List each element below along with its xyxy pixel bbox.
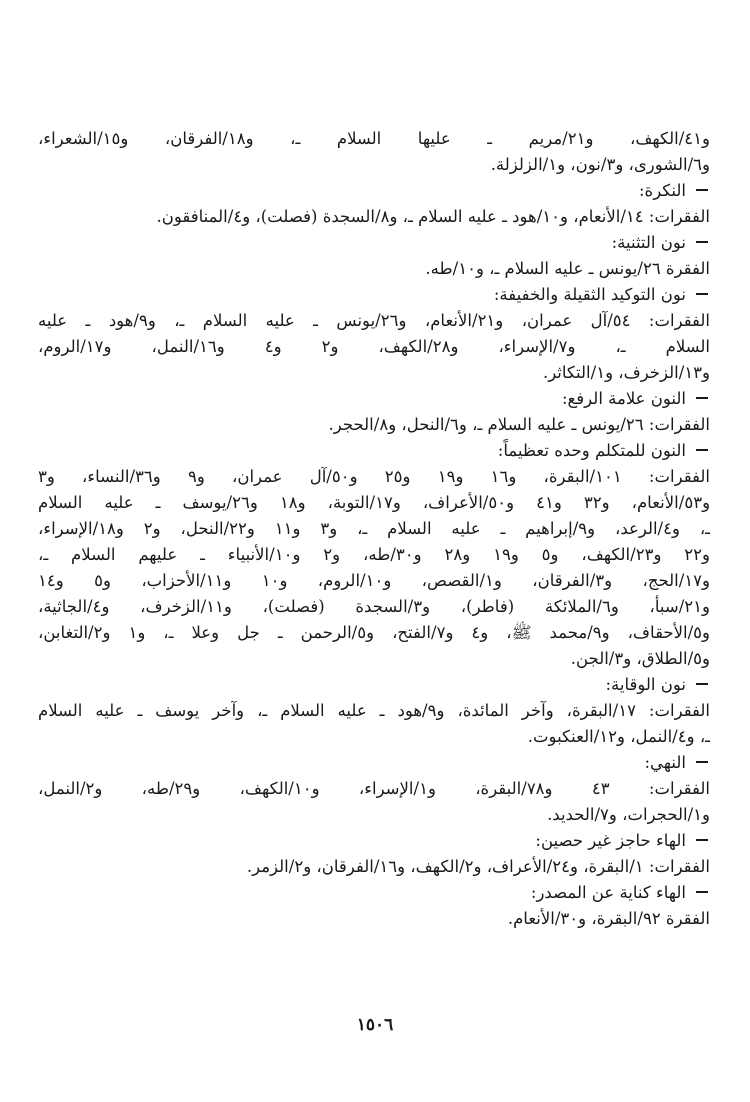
body-line: و٢١/سبأ، و٦/الملائكة (فاطر)، و٣/السجدة (فصلت)، و١١/الزخرف، و٤/الجاثية، xyxy=(38,597,710,616)
entry-heading xyxy=(38,828,710,854)
entry-heading-text: نون التثنية: xyxy=(611,233,686,252)
entry-heading xyxy=(38,230,710,256)
body-line: الفقرة ٩٢/البقرة، و٣٠/الأنعام. xyxy=(507,909,710,928)
dash-bullet-icon xyxy=(696,189,708,191)
entry-heading-text: الهاء حاجز غير حصين: xyxy=(535,831,686,850)
entry-heading xyxy=(38,386,710,412)
body-line: و٥٣/الأنعام، و٣٢ و٤١ و٥٠/الأعراف، و١٧/التوبة، و١٨ و٢٦/يوسف ـ عليه السلام xyxy=(38,493,711,512)
dash-bullet-icon xyxy=(696,891,708,893)
dash-bullet-icon xyxy=(696,761,708,763)
index-entry xyxy=(38,230,710,282)
index-entry xyxy=(38,178,710,230)
entry-heading xyxy=(38,282,710,308)
body-line: الفقرة ٢٦/يونس ـ عليه السلام ـ، و١٠/طه. xyxy=(425,259,710,278)
body-line: و١٣/الزخرف، و١/التكاثر. xyxy=(542,363,710,382)
body-line: الفقرات: ١/البقرة، و٢٤/الأعراف، و٢/الكهف، و١٦/الفرقان، و٢/الزمر. xyxy=(246,857,710,876)
body-line: و٤١/الكهف، و٢١/مريم ـ عليها السلام ـ، و١٨/الفرقان، و١٥/الشعراء، xyxy=(38,129,710,148)
entry-heading xyxy=(38,438,710,464)
entry-heading xyxy=(38,672,710,698)
entry-heading-text: النون للمتكلم وحده تعظيماً: xyxy=(497,441,686,460)
body-line: الفقرات: ١٤/الأنعام، و١٠/هود ـ عليه السلام ـ، و٨/السجدة (فصلت)، و٤/المنافقون. xyxy=(156,207,710,226)
entry-heading-text: نون التوكيد الثقيلة والخفيفة: xyxy=(493,285,686,304)
body-line: السلام ـ، و٧/الإسراء، و٢٨/الكهف، و٢ و٤ و١٦/النمل، و١٧/الروم، xyxy=(38,337,710,356)
body-line: و١/الحجرات، و٧/الحديد. xyxy=(547,805,710,824)
page-number: ١٥٠٦ xyxy=(356,1015,394,1035)
entry-heading-text: النهي: xyxy=(644,753,686,772)
body-line: و٥/الأحقاف، و٩/محمد ﷺ، و٤ و٧/الفتح، و٥/الرحمن ـ جل وعلا ـ، و١ و٢/التغابن، xyxy=(38,623,711,642)
dash-bullet-icon xyxy=(696,449,708,451)
entry-heading-text: نون الوقاية: xyxy=(605,675,686,694)
entry-heading xyxy=(38,750,710,776)
dash-bullet-icon xyxy=(696,839,708,841)
index-entry xyxy=(38,828,710,880)
entry-heading xyxy=(38,178,710,204)
index-entry xyxy=(38,672,710,750)
entry-heading xyxy=(38,880,710,906)
entry-heading-text: النكرة: xyxy=(638,181,686,200)
index-page-content xyxy=(38,126,710,932)
dash-bullet-icon xyxy=(696,683,708,685)
dash-bullet-icon xyxy=(696,397,708,399)
index-entry xyxy=(38,438,710,672)
body-line: ـ، و٤/الرعد، و٩/إبراهيم ـ عليه السلام ـ، و٣ و١١ و٢٢/النحل، و٢ و١٨/الإسراء، xyxy=(38,519,711,538)
body-line: ـ، و٤/النمل، و١٢/العنكبوت. xyxy=(527,727,710,746)
body-line: و٦/الشورى، و٣/نون، و١/الزلزلة. xyxy=(490,155,710,174)
intro-block xyxy=(38,126,710,178)
body-line: الفقرات: ٤٣ و٧٨/البقرة، و١/الإسراء، و١٠/الكهف، و٢٩/طه، و٢/النمل، xyxy=(38,779,710,798)
body-line: و٢٢ و٢٣/الكهف، و٥ و١٩ و٢٨ و٣٠/طه، و٢ و١٠/الأنبياء ـ عليهم السلام ـ، xyxy=(38,545,710,564)
dash-bullet-icon xyxy=(696,241,708,243)
body-line: الفقرات: ١٧/البقرة، وآخر المائدة، و٩/هود ـ عليه السلام ـ، وآخر يوسف ـ عليه السلام xyxy=(38,701,711,720)
index-entry xyxy=(38,880,710,932)
body-line: الفقرات: ٥٤/آل عمران، و٢١/الأنعام، و٢٦/يونس ـ عليه السلام ـ، و٩/هود ـ عليه xyxy=(38,311,711,330)
entry-heading-text: الهاء كناية عن المصدر: xyxy=(530,883,686,902)
entry-heading-text: النون علامة الرفع: xyxy=(561,389,686,408)
body-line: الفقرات: ٢٦/يونس ـ عليه السلام ـ، و٦/النحل، و٨/الحجر. xyxy=(328,415,710,434)
index-entry xyxy=(38,386,710,438)
dash-bullet-icon xyxy=(696,293,708,295)
body-line: الفقرات: ١٠١/البقرة، و١٦ و١٩ و٢٥ و٥٠/آل عمران، و٩ و٣٦/النساء، و٣ xyxy=(38,467,710,486)
index-entry xyxy=(38,282,710,386)
index-entry xyxy=(38,750,710,828)
body-line: و٥/الطلاق، و٣/الجن. xyxy=(570,649,710,668)
body-line: و١٧/الحج، و٣/الفرقان، و١/القصص، و١٠/الروم، و١٠ و١١/الأحزاب، و٥ و١٤ xyxy=(38,571,710,590)
